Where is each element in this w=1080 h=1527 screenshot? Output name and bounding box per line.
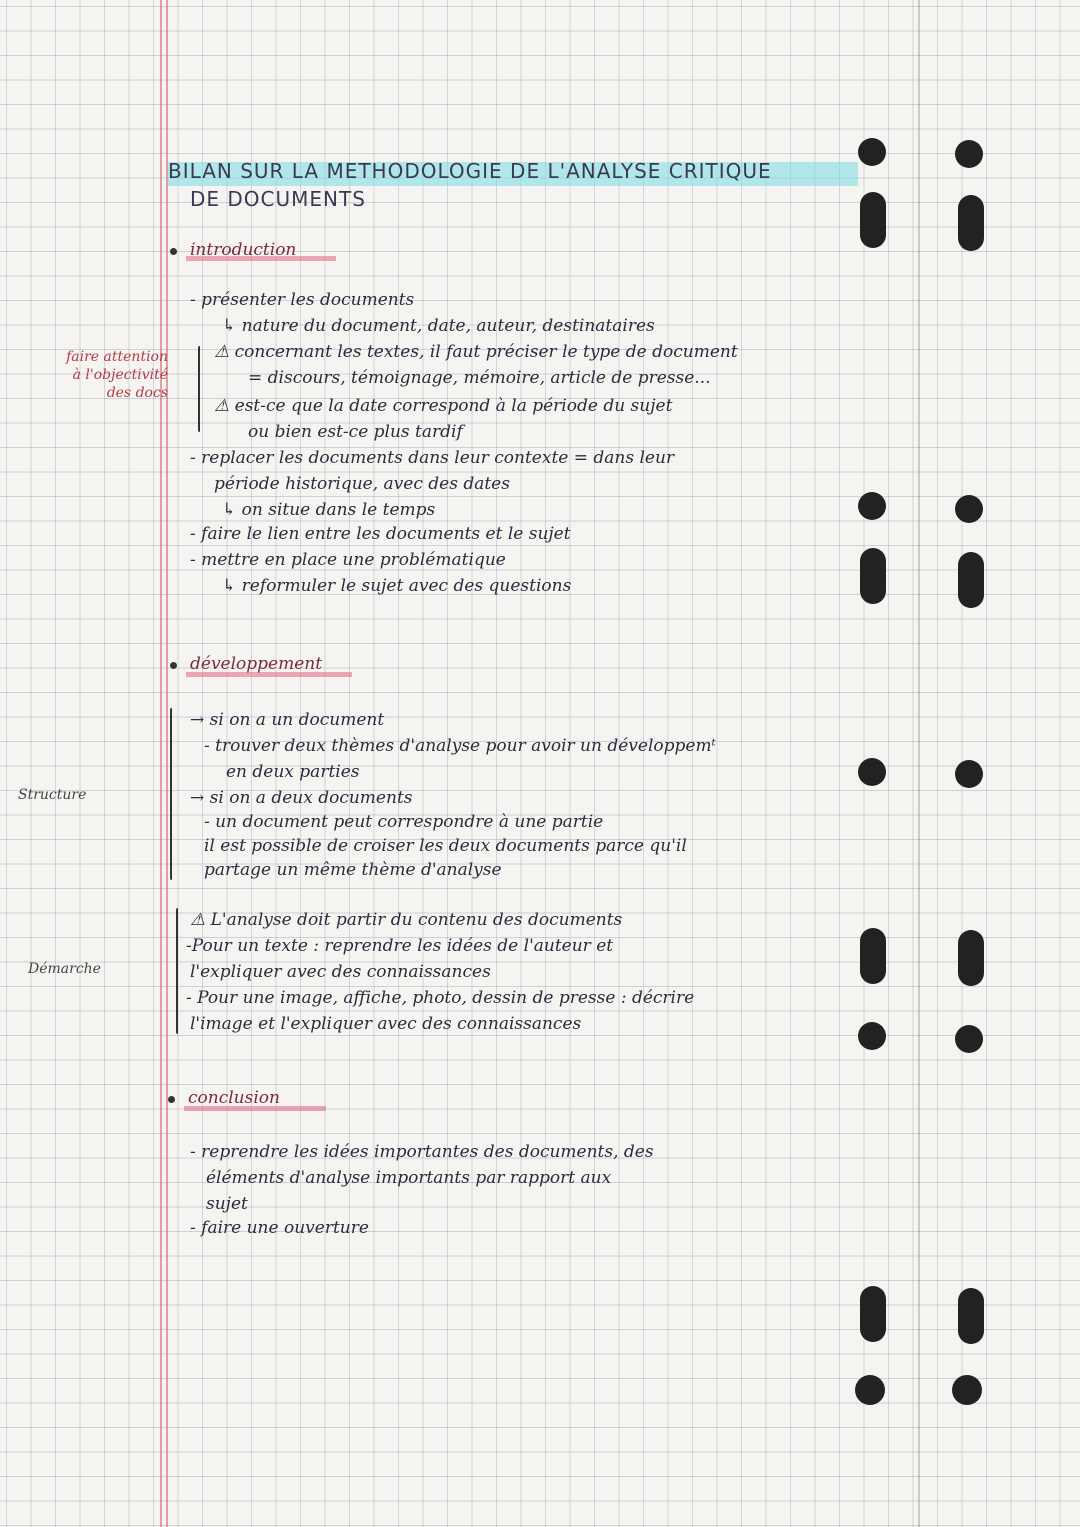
- section-bullet: [168, 1096, 175, 1103]
- binder-slot: [958, 195, 984, 251]
- dev-line: - Pour une image, affiche, photo, dessin de presse : décrire: [186, 988, 695, 1008]
- binder-hole: [858, 1022, 886, 1050]
- binder-slot: [860, 1286, 886, 1342]
- conclusion-line: - reprendre les idées importantes des documents, des: [190, 1142, 654, 1162]
- dev-line: il est possible de croiser les deux documents parce qu'il: [204, 836, 687, 856]
- brace: [170, 708, 172, 880]
- dev-line: l'expliquer avec des connaissances: [190, 962, 491, 982]
- margin-note: faire attention à l'objectivité des docs: [66, 349, 168, 401]
- binder-hole: [858, 138, 886, 166]
- margin-note-structure: Structure: [18, 787, 87, 803]
- intro-line: ↳ on situe dans le temps: [222, 500, 436, 520]
- margin-line: [166, 0, 168, 1527]
- binder-slot: [860, 548, 886, 604]
- binder-slot: [860, 928, 886, 984]
- binder-hole: [855, 1375, 885, 1405]
- dev-line: l'image et l'expliquer avec des connaissances: [190, 1014, 582, 1034]
- binder-hole: [858, 492, 886, 520]
- margin-line: [160, 0, 162, 1527]
- intro-line: ↳ nature du document, date, auteur, destinataires: [222, 316, 655, 336]
- intro-line: - replacer les documents dans leur contexte = dans leur: [190, 448, 675, 468]
- intro-line: ⚠ concernant les textes, il faut préciser le type de document: [214, 342, 738, 362]
- dev-line: - un document peut correspondre à une partie: [204, 812, 604, 832]
- intro-line: période historique, avec des dates: [214, 474, 510, 494]
- binder-hole: [955, 495, 983, 523]
- page-title-line2: DE DOCUMENTS: [190, 187, 366, 211]
- intro-line: - mettre en place une problématique: [190, 550, 506, 570]
- page-title: BILAN SUR LA METHODOLOGIE DE L'ANALYSE CRITIQUE: [168, 159, 772, 183]
- binder-hole: [955, 760, 983, 788]
- conclusion-line: - faire une ouverture: [190, 1218, 369, 1238]
- intro-line: ↳ reformuler le sujet avec des questions: [222, 576, 572, 596]
- binder-slot: [958, 1288, 984, 1344]
- dev-line: → si on a un document: [190, 710, 385, 730]
- conclusion-line: sujet: [206, 1194, 248, 1214]
- conclusion-line: éléments d'analyse importants par rapport aux: [206, 1168, 612, 1188]
- dev-line: -Pour un texte : reprendre les idées de l'auteur et: [186, 936, 614, 956]
- intro-line: - présenter les documents: [190, 290, 415, 310]
- binder-hole: [955, 1025, 983, 1053]
- perforation-line: [918, 0, 920, 1527]
- intro-line: ⚠ est-ce que la date correspond à la période du sujet: [214, 396, 673, 416]
- binder-slot: [958, 552, 984, 608]
- intro-line: ou bien est-ce plus tardif: [248, 422, 463, 442]
- margin-note-demarche: Démarche: [28, 961, 101, 977]
- binder-hole: [955, 140, 983, 168]
- brace: [198, 346, 200, 432]
- intro-line: = discours, témoignage, mémoire, article de presse...: [248, 368, 711, 388]
- dev-line: → si on a deux documents: [190, 788, 413, 808]
- brace: [176, 908, 178, 1034]
- binder-slot: [958, 930, 984, 986]
- binder-hole: [858, 758, 886, 786]
- dev-line: ⚠ L'analyse doit partir du contenu des documents: [190, 910, 623, 930]
- dev-line: - trouver deux thèmes d'analyse pour avoir un développemᵗ: [204, 736, 716, 756]
- binder-slot: [860, 192, 886, 248]
- dev-line: partage un même thème d'analyse: [204, 860, 502, 880]
- intro-heading: introduction: [190, 240, 297, 260]
- binder-hole: [952, 1375, 982, 1405]
- section-bullet: [170, 248, 177, 255]
- dev-line: en deux parties: [226, 762, 360, 782]
- conclusion-heading: conclusion: [188, 1088, 280, 1108]
- dev-heading: développement: [190, 654, 323, 674]
- section-bullet: [170, 662, 177, 669]
- intro-line: - faire le lien entre les documents et le sujet: [190, 524, 571, 544]
